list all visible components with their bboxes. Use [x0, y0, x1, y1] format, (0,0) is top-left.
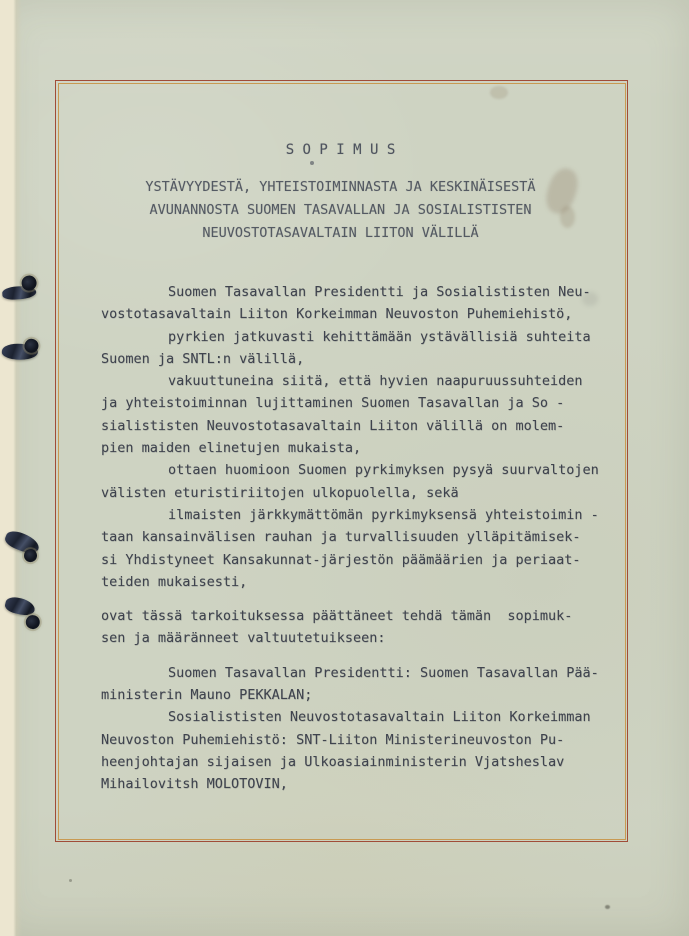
body-line: ministerin Mauno PEKKALAN; [101, 687, 313, 704]
document-body [101, 281, 606, 796]
body-line: Suomen Tasavallan Presidentti ja Sosialististen Neu- [168, 284, 591, 300]
body-line: ottaen huomioon Suomen pyrkimyksen pysyä suurvaltojen [168, 462, 599, 479]
body-line: välisten eturistiriitojen ulkopuolella, sekä [101, 484, 459, 501]
subtitle-line: YSTÄVYYDESTÄ, YHTEISTOIMINNASTA JA KESKINÄISESTÄ [145, 179, 536, 195]
body-line: Neuvoston Puhemiehistö: SNT-Liiton Ministerineuvoston Pu- [101, 731, 565, 748]
document-title: S O P I M U S [285, 142, 396, 158]
body-line: Suomen Tasavallan Presidentti: Suomen Tasavallan Pää- [168, 664, 599, 681]
body-line: sen ja määränneet valtuutetuikseen: [101, 630, 386, 647]
paragraph-united-nations [101, 504, 606, 593]
paragraph-good-neighbour [101, 370, 606, 459]
body-line: si Yhdistyneet Kansakunnat-järjestön päämäärien ja periaat- [101, 551, 581, 568]
body-line: Mihailovitsh MOLOTOVIN, [101, 776, 288, 793]
body-line: taan kansainvälisen rauhan ja turvallisuuden ylläpitämisek- [101, 529, 581, 546]
paragraph-finnish-plenipotentiary [101, 662, 606, 707]
body-line: Suomen ja SNTL:n välillä, [101, 350, 305, 367]
subtitle-line: NEUVOSTOTASAVALTAIN LIITON VÄLILLÄ [202, 225, 479, 241]
body-line: vostotasavaltain Liiton Korkeimman Neuvoston Puhemiehistö, [101, 306, 573, 323]
body-line: sialististen Neuvostotasavaltain Liiton välillä on molem- [101, 417, 565, 434]
paragraph-friendly-relations [101, 326, 606, 371]
paragraph-preamble-parties [101, 281, 606, 326]
paragraph-soviet-plenipotentiary [101, 706, 606, 795]
body-line: teiden mukaisesti, [101, 573, 248, 590]
body-line: pyrkien jatkuvasti kehittämään ystävällisiä suhteita [168, 328, 591, 345]
paragraph-great-power-conflicts [101, 459, 606, 504]
body-line: pien maiden elinetujen mukaista, [101, 440, 362, 457]
document-subtitle [55, 176, 626, 245]
subtitle-line: AVUNANNOSTA SUOMEN TASAVALLAN JA SOSIALISTISTEN [149, 202, 532, 218]
body-line: ovat tässä tarkoituksessa päättäneet tehdä tämän sopimuk- [101, 608, 573, 625]
body-line: ja yhteistoiminnan lujittaminen Suomen Tasavallan ja So - [101, 395, 565, 412]
body-line: vakuuttuneina siitä, että hyvien naapuruussuhteiden [168, 373, 583, 390]
body-line: Sosialististen Neuvostotasavaltain Liiton Korkeimman [168, 709, 591, 726]
body-line: ilmaisten järkkymättömän pyrkimyksensä yhteistoimin - [168, 506, 599, 523]
body-line: heenjohtajan sijaisen ja Ulkoasiainministerin Vjatsheslav [101, 753, 565, 770]
paragraph-resolution [101, 605, 606, 650]
